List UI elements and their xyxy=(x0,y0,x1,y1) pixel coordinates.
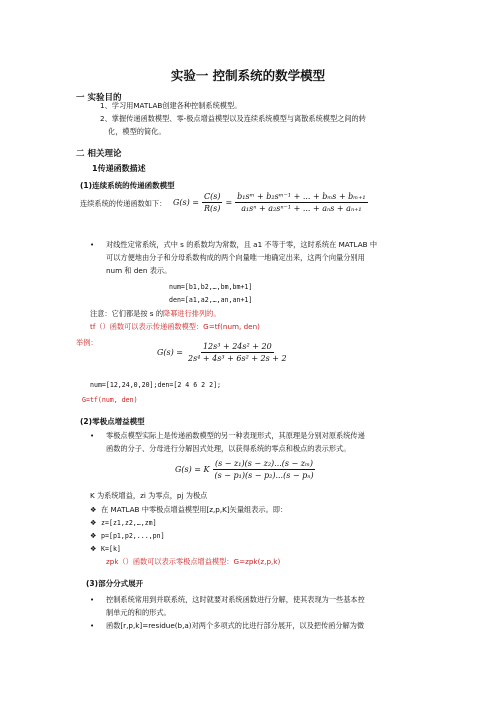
zpk-description: K 为系统增益，zi 为零点，pj 为极点 xyxy=(90,491,208,500)
purpose-item-2: 2、掌握传递函数模型、零-极点增益模型以及连续系统模型与离散系统模型之间的转 xyxy=(100,114,366,123)
zpk-command-line: zpk（）函数可以表示零极点增益模型：G=zpk(z,p,k) xyxy=(106,557,281,566)
tf-formula: G(s) = $\frac{C(s)}{R(s)}$ = $\frac{\text{b₁sᵐ + b₂sᵐ⁻¹ + ... + bₘs + bₘ₊₁}}{\text{a₁sⁿ + a₂sⁿ⁻¹ + ... + aₙs + aₙ₊₁}}$ xyxy=(173,192,366,213)
bullet-icon: • xyxy=(90,622,95,630)
tf-paragraph-line-1: 对线性定常系统，式中 s 的系数均为常数，且 a1 不等于零，这时系统在 MATLAB 中 xyxy=(106,240,378,249)
page-title: 实验一 控制系统的数学模型 xyxy=(170,68,326,83)
subheading-zpk: (2)零极点增益模型 xyxy=(80,417,145,426)
note-highlight: 降幂进行排列的。 xyxy=(163,309,221,318)
section-heading-purpose: 一 实验目的 xyxy=(76,93,122,103)
zpk-numerator: (s − z₁)(s − z₂)...(s − zₘ) xyxy=(215,459,314,468)
bullet-icon: • xyxy=(90,432,95,440)
example-label: 举例： xyxy=(76,338,98,347)
tf-paragraph-line-2: 可以方便地由分子和分母系数构成的两个向量唯一地确定出来，这两个向量分别用 xyxy=(106,253,365,262)
pf-paragraph-line-2: 制单元的和的形式。 xyxy=(106,608,171,617)
pf-paragraph-line-3: 函数[r,p,k]=residue(b,a)对两个多项式的比进行部分展开，以及把传函分解为微 xyxy=(106,621,365,630)
note-prefix: 注意：它们都是按 s 的 xyxy=(90,309,164,318)
subheading-partial-fraction: (3)部分分式展开 xyxy=(86,579,144,588)
num-definition: num=[b1,b2,…,bm,bm+1] xyxy=(169,283,253,291)
example-tf-call: G=tf(num, den) xyxy=(82,396,138,404)
tf-command-line: tf（）函数可以表示传递函数模型：G=tf(num, den) xyxy=(90,322,260,331)
pf-paragraph-line-1: 控制系统常用到并联系统，这时就要对系统函数进行分解，使其表现为一些基本控 xyxy=(106,595,365,604)
zpk-paragraph-line-1: 零极点模型实际上是传递函数模型的另一种表现形式，其原理是分别对原系统传递 xyxy=(106,431,365,440)
bullet-icon: • xyxy=(90,241,95,249)
zpk-list-item: ❖ z=[z1,z2,…,zm] xyxy=(90,518,157,527)
tf-intro: 连续系统的传递函数如下： xyxy=(80,199,167,208)
diamond-icon: ❖ xyxy=(90,505,97,514)
example-formula: G(s) = $\frac{\text{12s³ + 24s² + 20}}{\text{2s⁴ + 4s³ + 6s² + 2s + 2}}$ xyxy=(157,342,287,363)
diamond-icon: ❖ xyxy=(90,518,97,527)
diamond-icon: ❖ xyxy=(90,544,97,553)
zpk-formula-lhs: G(s) = K xyxy=(175,465,210,474)
tf-formula-lhs: G(s) = xyxy=(173,198,199,207)
purpose-item-2-cont: 化，模型的简化。 xyxy=(108,127,166,136)
zpk-denominator: (s − p₁)(s − p₂)...(s − pₙ) xyxy=(214,471,314,480)
tf-formula-rs: R(s) xyxy=(204,204,221,213)
zpk-list-item: ❖ 在 MATLAB 中零极点增益模型用[z,p,K]矢量组表示。即： xyxy=(90,505,288,514)
den-definition: den=[a1,a2,…,an,an+1] xyxy=(169,296,253,304)
zpk-list-item: ❖ K=[k] xyxy=(90,544,121,553)
bullet-icon: • xyxy=(90,596,95,604)
example-denominator: 2s⁴ + 4s³ + 6s² + 2s + 2 xyxy=(187,354,287,363)
zpk-paragraph-line-2: 函数的分子、分母进行分解因式处理，以获得系统的零点和极点的表示形式。 xyxy=(106,444,351,453)
diamond-icon: ❖ xyxy=(90,531,97,540)
zpk-list-item: ❖ p=[p1,p2,...,pn] xyxy=(90,531,165,540)
zpk-formula xyxy=(175,459,316,480)
tf-formula-denominator: a₁sⁿ + a₂sⁿ⁻¹ + ... + aₙs + aₙ₊₁ xyxy=(241,204,362,213)
tf-formula-numerator: b₁sᵐ + b₂sᵐ⁻¹ + ... + bₘs + bₘ₊₁ xyxy=(237,192,366,201)
tf-paragraph-line-3: num 和 den 表示。 xyxy=(106,266,172,275)
subheading-tf: 1传递函数描述 xyxy=(92,164,146,173)
subheading-continuous-tf: (1)连续系统的传递函数模型 xyxy=(80,181,175,190)
tf-formula-cs: C(s) xyxy=(203,192,221,201)
purpose-item-1: 1、学习用MATLAB创建各种控制系统模型。 xyxy=(100,101,242,110)
descending-note xyxy=(90,310,221,317)
example-code: num=[12,24,0,20];den=[2 4 6 2 2]; xyxy=(90,381,222,389)
example-numerator: 12s³ + 24s² + 20 xyxy=(202,342,272,351)
section-heading-theory: 二 相关理论 xyxy=(76,149,122,159)
